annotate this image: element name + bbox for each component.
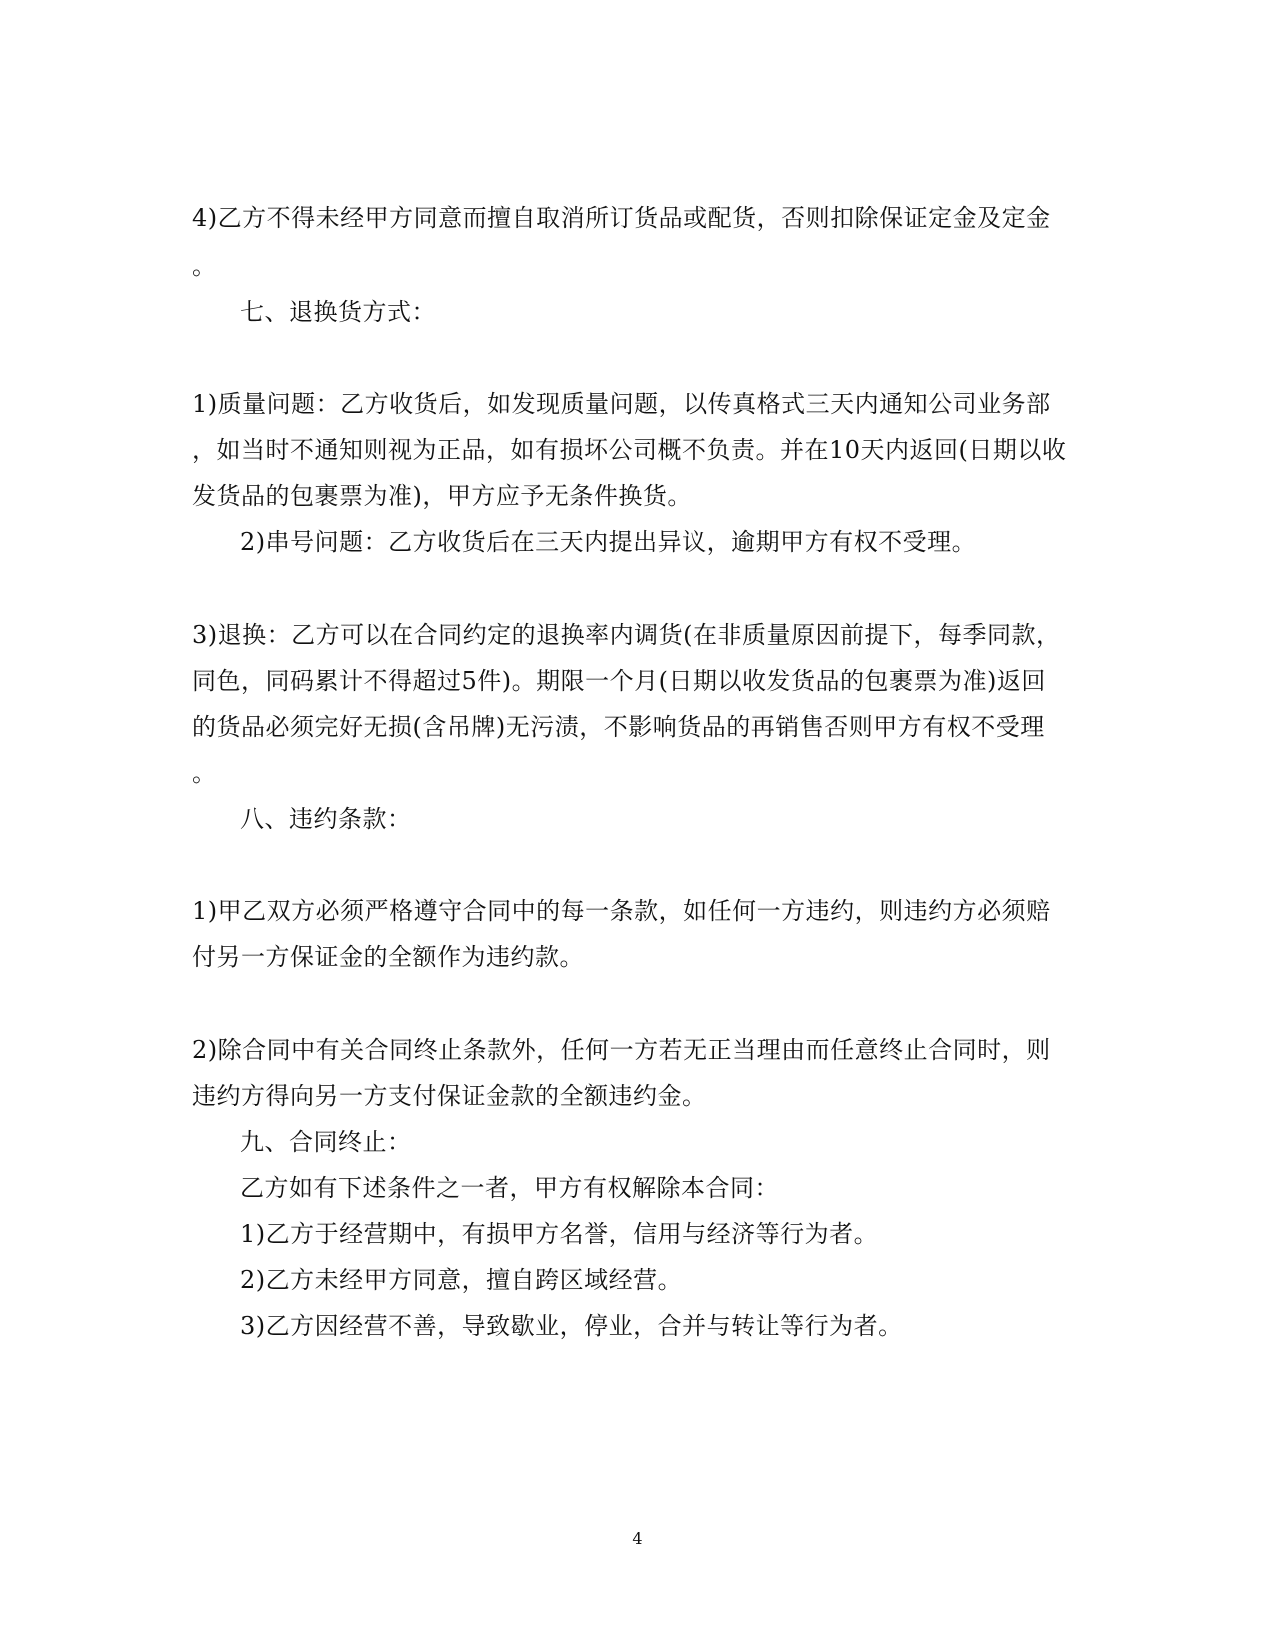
clause-9-item-2: 2)乙方未经甲方同意，擅自跨区域经营。: [240, 1266, 683, 1294]
clause-6-item-4-line-1: 4)乙方不得未经甲方同意而擅自取消所订货品或配货，否则扣除保证定金及定金: [192, 204, 1051, 232]
clause-7-item-2: 2)串号问题：乙方收货后在三天内提出异议，逾期甲方有权不受理。: [240, 528, 977, 556]
clause-6-item-4-line-2: 。: [192, 252, 217, 280]
clause-8-item-2-line-2: 违约方得向另一方支付保证金款的全额违约金。: [192, 1082, 707, 1110]
clause-9-item-3: 3)乙方因经营不善，导致歇业，停业，合并与转让等行为者。: [240, 1312, 903, 1340]
clause-8-item-2-line-1: 2)除合同中有关合同终止条款外，任何一方若无正当理由而任意终止合同时，则: [192, 1036, 1051, 1064]
page-number: 4: [632, 1529, 643, 1548]
clause-7-item-3-line-1: 3)退换：乙方可以在合同约定的退换率内调货(在非质量原因前提下，每季同款，: [192, 621, 1061, 649]
clause-7-item-1-line-1: 1)质量问题：乙方收货后，如发现质量问题，以传真格式三天内通知公司业务部: [192, 390, 1051, 418]
section-8-heading: 八、违约条款：: [240, 805, 412, 833]
clause-7-item-3-line-2: 同色，同码累计不得超过5件)。期限一个月(日期以收发货品的包裹票为准)返回: [192, 667, 1046, 695]
section-7-heading: 七、退换货方式：: [240, 298, 436, 326]
clause-7-item-3-line-3: 的货品必须完好无损(含吊牌)无污渍，不影响货品的再销售否则甲方有权不受理: [192, 713, 1045, 741]
clause-7-item-1-line-3: 发货品的包裹票为准)，甲方应予无条件换货。: [192, 482, 692, 510]
section-9-intro: 乙方如有下述条件之一者，甲方有权解除本合同：: [240, 1174, 779, 1202]
clause-8-item-1-line-1: 1)甲乙双方必须严格遵守合同中的每一条款，如任何一方违约，则违约方必须赔: [192, 897, 1051, 925]
section-9-heading: 九、合同终止：: [240, 1128, 412, 1156]
clause-7-item-3-line-4: 。: [192, 759, 217, 787]
clause-8-item-1-line-2: 付另一方保证金的全额作为违约款。: [192, 943, 584, 971]
clause-7-item-1-line-2: ，如当时不通知则视为正品，如有损坏公司概不负责。并在10天内返回(日期以收: [192, 436, 1067, 464]
clause-9-item-1: 1)乙方于经营期中，有损甲方名誉，信用与经济等行为者。: [240, 1220, 879, 1248]
